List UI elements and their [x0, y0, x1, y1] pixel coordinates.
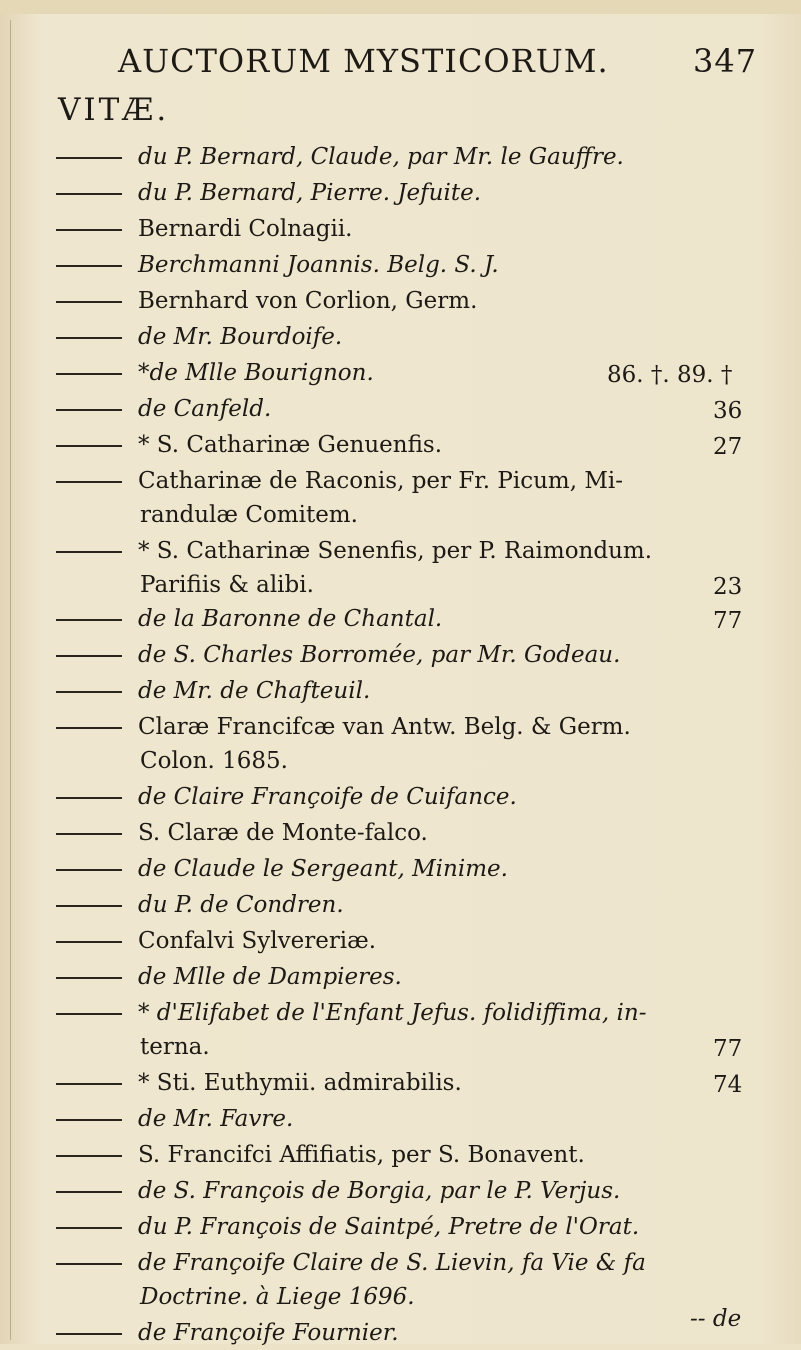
- entry-text: S. Claræ de Monte-falco.: [138, 820, 428, 846]
- entry-dash: [56, 1083, 122, 1085]
- entry-text: de Claude le Sergeant, Minime.: [138, 856, 508, 882]
- entry-continuation: Doctrine. à Liege 1696.: [140, 1284, 415, 1310]
- entry-text: du P. François de Saintpé, Pretre de l'Orat.: [138, 1214, 640, 1240]
- entry-dash: [56, 301, 122, 303]
- entry-dash: [56, 1263, 122, 1265]
- page-top-edge: [0, 0, 801, 14]
- entry-text: Berchmanni Joannis. Belg. S. J.: [138, 252, 499, 278]
- entry-dash: [56, 691, 122, 693]
- entry-text: * Sti. Euthymii. admirabilis.: [138, 1070, 462, 1096]
- entry-text: de la Baronne de Chantal.: [138, 606, 443, 632]
- section-heading: VITÆ.: [58, 92, 170, 128]
- entry-continuation: randulæ Comitem.: [140, 502, 358, 528]
- entry-dash: [56, 445, 122, 447]
- entry-dash: [56, 229, 122, 231]
- entry-text: de S. Charles Borromée, par Mr. Godeau.: [138, 642, 621, 668]
- entry-text: Claræ Francifcæ van Antw. Belg. & Germ.: [138, 714, 631, 740]
- catchword: -- de: [690, 1306, 742, 1332]
- entry-text: du P. de Condren.: [138, 892, 344, 918]
- entry-text: de Mr. de Chafteuil.: [138, 678, 371, 704]
- entry-dash: [56, 1155, 122, 1157]
- entry-text: du P. Bernard, Pierre. Jefuite.: [138, 180, 482, 206]
- entry-continuation: Colon. 1685.: [140, 748, 288, 774]
- running-header: [118, 42, 768, 90]
- entry-text: * S. Catharinæ Genuenfis.: [138, 432, 443, 458]
- entry-dash: [56, 833, 122, 835]
- entry-dash: [56, 373, 122, 375]
- margin-reference: 74: [713, 1072, 743, 1098]
- entry-continuation: terna.: [140, 1034, 210, 1060]
- entry-dash: [56, 1333, 122, 1335]
- entry-text: de Françoife Claire de S. Lievin, fa Vie & fa: [138, 1250, 646, 1276]
- running-title: AUCTORUM MYSTICORUM.: [118, 42, 609, 80]
- entry-dash: [56, 409, 122, 411]
- entry-dash: [56, 481, 122, 483]
- entry-text: * d'Elifabet de l'Enfant Jefus. folidiffima, in-: [138, 1000, 647, 1026]
- entry-dash: [56, 797, 122, 799]
- entry-dash: [56, 905, 122, 907]
- entry-text: de Claire Françoife de Cuifance.: [138, 784, 517, 810]
- entry-dash: [56, 1013, 122, 1015]
- entry-dash: [56, 1191, 122, 1193]
- entry-dash: [56, 869, 122, 871]
- entry-text: Bernardi Colnagii.: [138, 216, 353, 242]
- entry-dash: [56, 337, 122, 339]
- entry-text: de Mlle de Dampieres.: [138, 964, 402, 990]
- margin-reference: 77: [713, 1036, 743, 1062]
- entry-dash: [56, 941, 122, 943]
- entry-dash: [56, 1227, 122, 1229]
- entry-text: de Canfeld.: [138, 396, 272, 422]
- entry-dash: [56, 619, 122, 621]
- entry-text: du P. Bernard, Claude, par Mr. le Gauffre.: [138, 144, 624, 170]
- margin-reference: 36: [713, 398, 743, 424]
- margin-reference: 86. †. 89. †: [607, 362, 733, 388]
- entry-dash: [56, 193, 122, 195]
- entry-text: Bernhard von Corlion, Germ.: [138, 288, 478, 314]
- entry-dash: [56, 1119, 122, 1121]
- entry-text: de S. François de Borgia, par le P. Verjus.: [138, 1178, 621, 1204]
- margin-reference: 23: [713, 574, 743, 600]
- entry-text: *de Mlle Bourignon.: [138, 360, 374, 386]
- entry-continuation: Parifiis & alibi.: [140, 572, 314, 598]
- margin-reference: 77: [713, 608, 743, 634]
- entry-text: de Françoife Fournier.: [138, 1320, 399, 1346]
- entry-dash: [56, 977, 122, 979]
- entry-dash: [56, 265, 122, 267]
- entry-text: Catharinæ de Raconis, per Fr. Picum, Mi-: [138, 468, 624, 494]
- entry-text: * S. Catharinæ Senenfis, per P. Raimondum.: [138, 538, 653, 564]
- entry-text: de Mr. Bourdoife.: [138, 324, 343, 350]
- entry-dash: [56, 157, 122, 159]
- binding-margin-line: [10, 20, 11, 1340]
- entry-dash: [56, 655, 122, 657]
- entry-text: de Mr. Favre.: [138, 1106, 294, 1132]
- page-number: 347: [693, 42, 758, 80]
- entry-text: S. Francifci Affifiatis, per S. Bonavent.: [138, 1142, 585, 1168]
- entry-dash: [56, 727, 122, 729]
- entry-dash: [56, 551, 122, 553]
- entry-text: Confalvi Sylvereriæ.: [138, 928, 377, 954]
- margin-reference: 27: [713, 434, 743, 460]
